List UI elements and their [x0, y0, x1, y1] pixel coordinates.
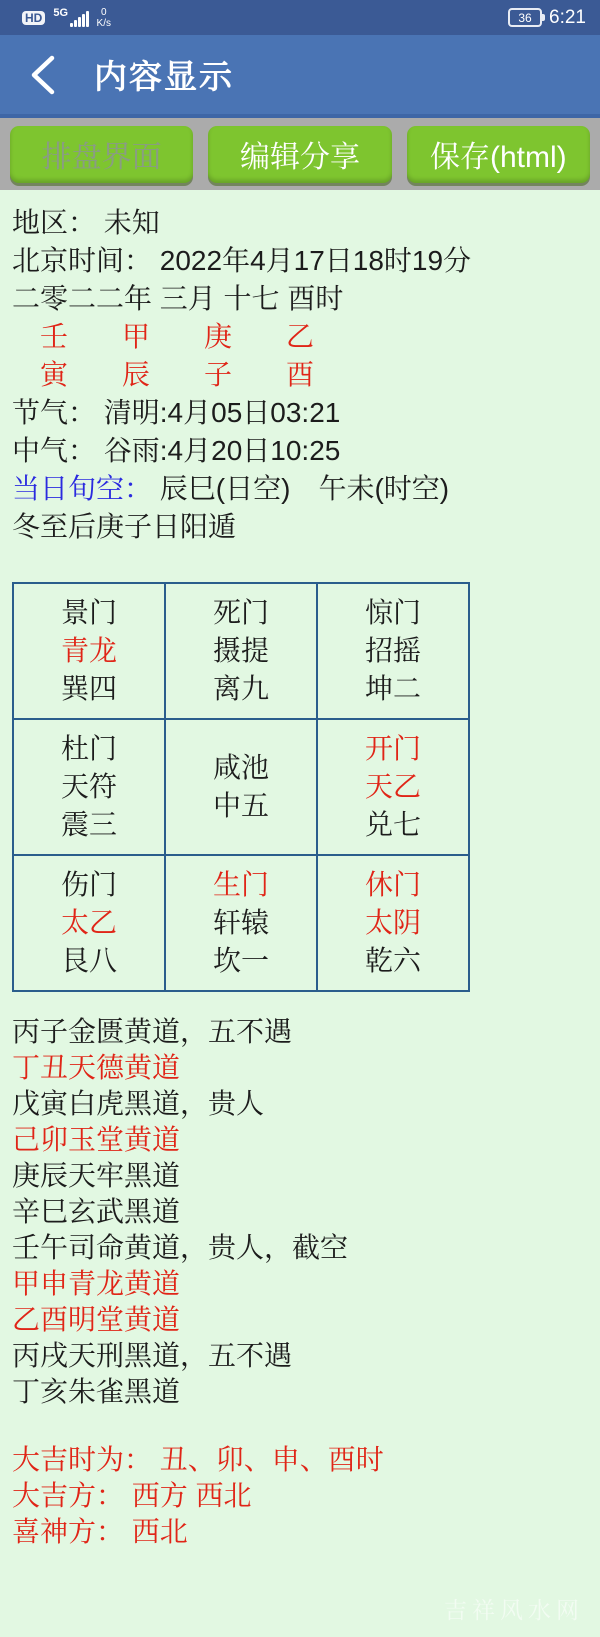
grid-cell-kan1: 生门 轩辕 坎一: [165, 855, 317, 991]
list-item: 甲申青龙黄道: [12, 1268, 181, 1299]
branch-month: 辰: [122, 359, 151, 390]
paipan-view-button[interactable]: 排盘界面: [10, 126, 193, 183]
speed-unit: K/s: [96, 17, 111, 29]
branch-year: 寅: [40, 359, 69, 390]
branch-hour: 酉: [286, 359, 315, 390]
network-speed: [97, 7, 111, 29]
page-title: 内容显示: [94, 58, 234, 95]
content-area: [0, 190, 600, 1550]
huangdao-list: [12, 1014, 588, 1410]
branch-day: 子: [204, 359, 233, 390]
watermark: 吉祥风水网: [444, 1597, 584, 1623]
joy-god-direction-line: 喜神方： 西北: [12, 1516, 188, 1547]
stem-hour: 乙: [286, 321, 315, 352]
signal-bars-icon: [70, 11, 89, 27]
grid-row-1: [13, 583, 469, 719]
dunju-line: 冬至后庚子日阳遁: [12, 511, 237, 542]
best-hours-line: 大吉时为： 丑、卯、申、酉时: [12, 1444, 384, 1475]
network-type-label: 5G: [53, 7, 69, 19]
grid-row-3: [13, 855, 469, 991]
zhongqi-line: 中气： 谷雨:4月20日10:25: [12, 435, 341, 466]
xunkong-label: 当日旬空：: [12, 473, 153, 504]
grid-cell-qian6: 休门 太阴 乾六: [317, 855, 469, 991]
lunar-date-line: 二零二二年 三月 十七 酉时: [12, 283, 344, 314]
earthly-branches-row: [40, 356, 588, 394]
jieqi-line: 节气： 清明:4月05日03:21: [12, 397, 341, 428]
list-item: 己卯玉堂黄道: [12, 1124, 181, 1155]
grid-cell-li9: 死门 摄提 离九: [165, 583, 317, 719]
stem-year: 壬: [40, 321, 69, 352]
region-line: 地区： 未知: [12, 207, 160, 238]
grid-cell-zhen3: 杜门 天符 震三: [13, 719, 165, 855]
xunkong-line: [12, 470, 588, 508]
list-item: 庚辰天牢黑道: [12, 1160, 181, 1191]
qimen-grid: [12, 582, 470, 992]
heavenly-stems-row: [40, 318, 588, 356]
auspicious-section: [12, 1442, 588, 1550]
list-item: 辛巳玄武黑道: [12, 1196, 181, 1227]
list-item: 戊寅白虎黑道，贵人: [12, 1088, 265, 1119]
grid-cell-gen8: 伤门 太乙 艮八: [13, 855, 165, 991]
stem-month: 甲: [122, 321, 151, 352]
save-html-button[interactable]: 保存(html): [407, 126, 590, 183]
toolbar: [0, 118, 600, 190]
signal-icon: [53, 8, 88, 27]
stem-day: 庚: [204, 321, 233, 352]
grid-cell-xun4: 景门 青龙 巽四: [13, 583, 165, 719]
header: [0, 35, 600, 118]
list-item: 乙酉明堂黄道: [12, 1304, 181, 1335]
list-item: 丁丑天德黄道: [12, 1052, 181, 1083]
beijing-time-line: 北京时间： 2022年4月17日18时19分: [12, 245, 472, 276]
grid-cell-dui7: 开门 天乙 兑七: [317, 719, 469, 855]
best-direction-line: 大吉方： 西方 西北: [12, 1480, 252, 1511]
list-item: 丁亥朱雀黑道: [12, 1376, 181, 1407]
hd-icon: HD: [22, 11, 45, 25]
grid-cell-kun2: 惊门 招摇 坤二: [317, 583, 469, 719]
battery-percent: 36: [518, 10, 532, 25]
clock-label: 6:21: [549, 6, 586, 28]
status-bar: [0, 0, 600, 35]
speed-value: 0: [100, 6, 107, 18]
grid-cell-zhong5: 咸池 中五: [165, 719, 317, 855]
list-item: 壬午司命黄道，贵人，截空: [12, 1232, 349, 1263]
edit-share-button[interactable]: 编辑分享: [208, 126, 391, 183]
list-item: 丙戌天刑黑道，五不遇: [12, 1340, 293, 1371]
battery-icon: [508, 8, 542, 27]
xunkong-value: 辰巳(日空) 午未(时空): [152, 473, 450, 504]
status-right: [508, 7, 586, 29]
back-icon[interactable]: [26, 53, 60, 97]
list-item: 丙子金匮黄道，五不遇: [12, 1016, 293, 1047]
grid-row-2: [13, 719, 469, 855]
status-left: [22, 7, 111, 29]
